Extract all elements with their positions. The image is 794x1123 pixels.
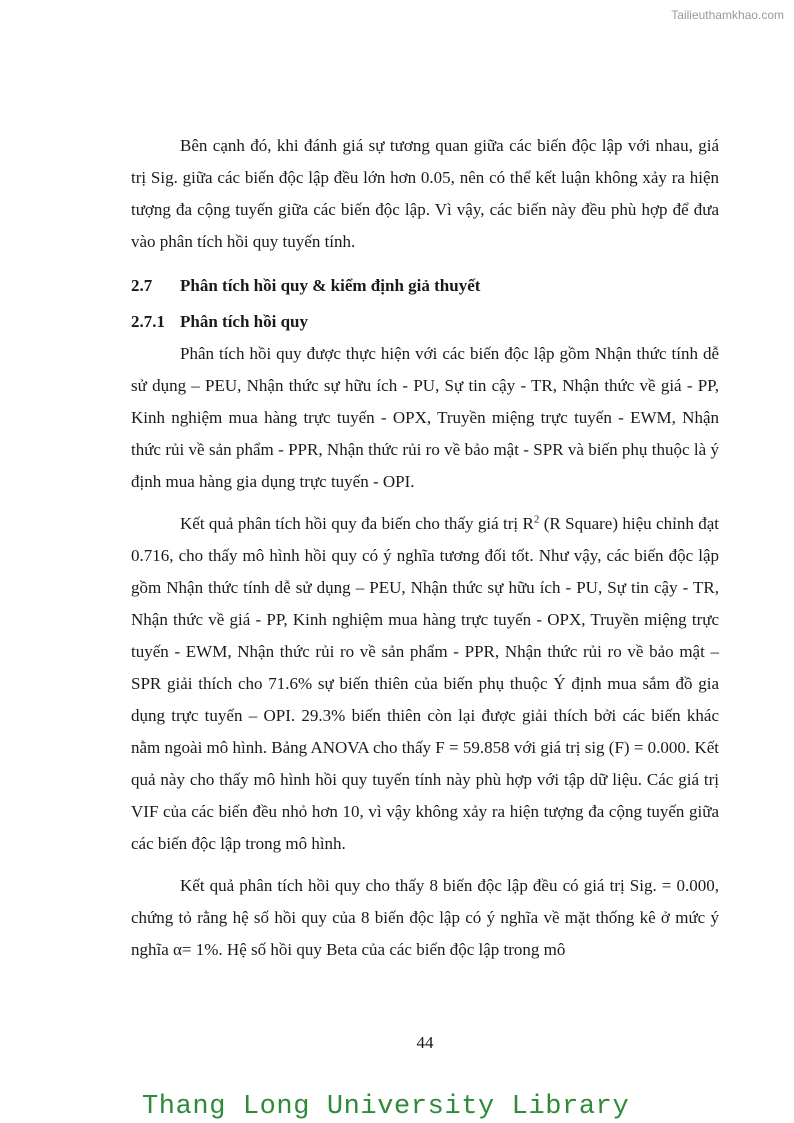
watermark: Tailieuthamkhao.com — [671, 8, 784, 22]
paragraph-3 — [131, 508, 719, 860]
paragraph-3-start: Kết quả phân tích hồi quy đa biến cho thấy giá trị R — [180, 514, 534, 533]
paragraph-2: Phân tích hồi quy được thực hiện với các biến độc lập gồm Nhận thức tính dễ sử dụng – PEU, Nhận thức sự hữu ích - PU, Sự tin cậy - TR, Nhận thức về giá - PP, Kinh nghiệm mua hàng trực tuyến - OPX, Truyền miệng trực tuyến - EWM, Nhận thức rủi về sản phẩm - PPR, Nhận thức rủi ro về bảo mật - SPR và biến phụ thuộc là ý định mua hàng gia dụng trực tuyến - OPI. — [131, 344, 719, 491]
section-title: Phân tích hồi quy & kiểm định giả thuyết — [180, 276, 481, 295]
section-heading — [131, 270, 719, 302]
subsection-number: 2.7.1 — [131, 312, 165, 331]
paragraph-3-rest: (R Square) hiệu chỉnh đạt 0.716, cho thấy mô hình hồi quy có ý nghĩa tương đối tốt. Như vậy, các biến độc lập gồm Nhận thức tính dễ sử dụng – PEU, Nhận thức sự hữu ích - PU, Sự tin cậy - TR, Nhận thức về giá - PP, Kinh nghiệm mua hàng trực tuyến - OPX, Truyền miệng trực tuyến - EWM, Nhận thức rủi ro về sản phẩm - PPR, Nhận thức rủi ro về bảo mật – SPR giải thích cho 71.6% sự biến thiên của biến phụ thuộc Ý định mua sắm đồ gia dụng trực tuyến – OPI. 29.3% biến thiên còn lại được giải thích bởi các biến khác nằm ngoài mô hình. Bảng ANOVA cho thấy F = 59.858 với giá trị sig (F) = 0.000. Kết quả này cho thấy mô hình hồi quy tuyến tính này phù hợp với tập dữ liệu. Các giá trị VIF của các biến đều nhỏ hơn 10, vì vậy không xảy ra hiện tượng đa cộng tuyến giữa các biến độc lập trong mô hình. — [131, 514, 719, 853]
page-content — [131, 130, 719, 966]
paragraph-1: Bên cạnh đó, khi đánh giá sự tương quan giữa các biến độc lập với nhau, giá trị Sig. giữa các biến độc lập đều lớn hơn 0.05, nên có thể kết luận không xảy ra hiện tượng đa cộng tuyến giữa các biến độc lập. Vì vậy, các biến này đều phù hợp để đưa vào phân tích hồi quy tuyến tính. — [131, 136, 719, 251]
paragraph-4: Kết quả phân tích hồi quy cho thấy 8 biến độc lập đều có giá trị Sig. = 0.000, chứng tỏ rằng hệ số hồi quy của 8 biến độc lập có ý nghĩa về mặt thống kê ở mức ý nghĩa α= 1%. Hệ số hồi quy Beta của các biến độc lập trong mô — [131, 876, 719, 959]
page-number: 44 — [416, 1033, 434, 1052]
superscript-2: 2 — [533, 513, 540, 526]
subsection-heading — [131, 306, 719, 338]
library-footer: Thang Long University Library — [142, 1092, 630, 1122]
section-number: 2.7 — [131, 276, 153, 295]
subsection-title: Phân tích hồi quy — [180, 312, 309, 331]
